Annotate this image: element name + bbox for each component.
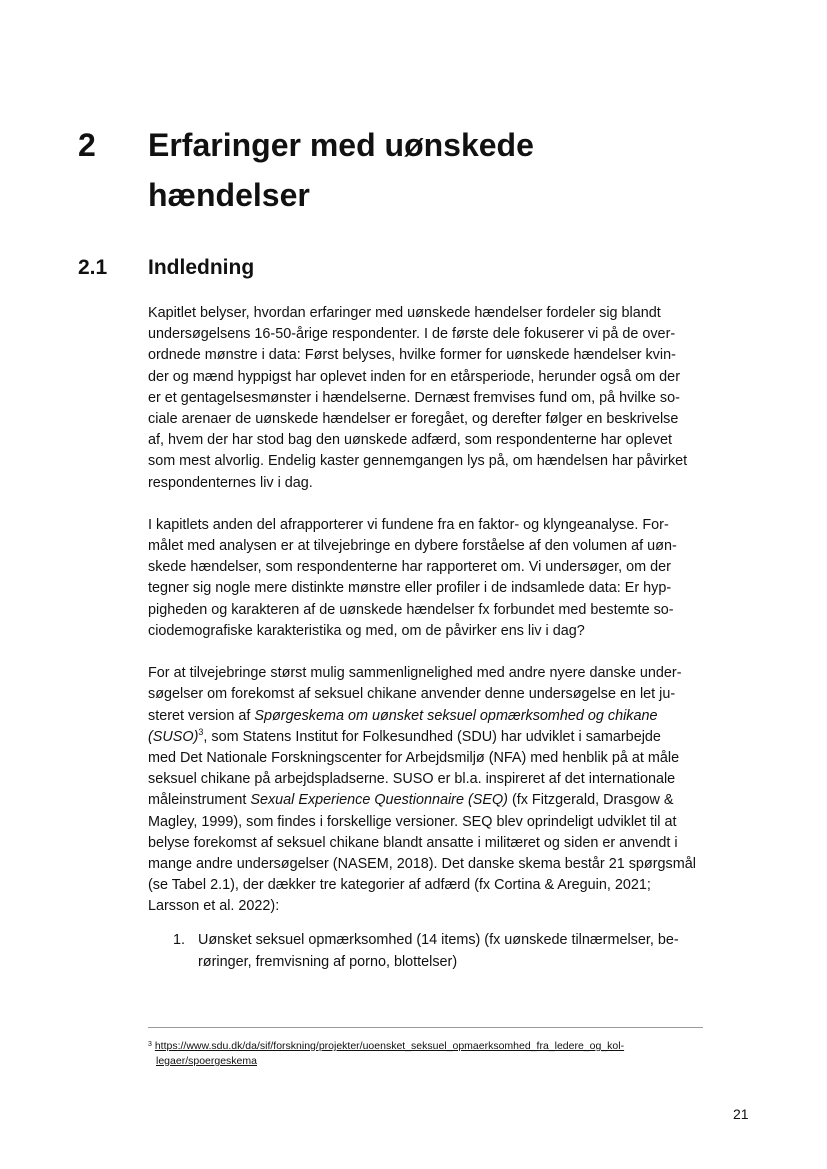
text-line xyxy=(148,706,708,727)
footnote-reference[interactable]: 3 xyxy=(198,726,204,737)
paragraph-2 xyxy=(148,515,708,642)
text-line: belyse forekomst af seksuel chikane blandt ansatte i militæret og siden er anvendt i xyxy=(148,834,678,851)
text-line: seksuel chikane på arbejdspladserne. SUSO er bl.a. inspireret af det internationale xyxy=(148,771,676,788)
text-line: Magley, 1999), som findes i forskellige versioner. SEQ blev oprindeligt udviklet til at xyxy=(148,813,677,830)
paragraph-3 xyxy=(148,663,708,917)
footnote xyxy=(148,1037,708,1069)
text-line: ciodemografiske karakteristika og med, om de påvirker ens liv i dag? xyxy=(148,622,585,639)
text-line: der og mænd hyppigst har oplevet inden for en etårsperiode, herunder også om der xyxy=(148,368,680,385)
chapter-title xyxy=(148,120,708,220)
text-line: ciale arenaer de uønskede hændelser er foregået, og derefter følger en beskrivelse xyxy=(148,410,679,427)
text-line: Kapitlet belyser, hvordan erfaringer med uønskede hændelser fordeler sig blandt xyxy=(148,305,661,321)
paragraph-1 xyxy=(148,303,708,494)
text-line: Uønsket seksuel opmærksomhed (14 items) (fx uønskede tilnærmelser, be- xyxy=(198,932,679,949)
text-line: tegner sig nogle mere distinkte mønstre eller profiler i de indsamlede data: Er hyp- xyxy=(148,580,672,597)
text-line: respondenternes liv i dag. xyxy=(148,474,313,491)
text-line: skede hændelser, som respondenterne har rapporteret om. Vi undersøger, om der xyxy=(148,559,671,576)
section-number: 2.1 xyxy=(78,256,108,279)
questionnaire-abbrev: (SUSO) xyxy=(148,728,199,745)
text-line: søgelser om forekomst af seksuel chikane anvender denne undersøgelse en let ju- xyxy=(148,686,676,703)
text-line: undersøgelsens 16-50-årige respondenter. I de første dele fokuserer vi på de over- xyxy=(148,326,676,343)
list-number: 1. xyxy=(173,932,186,949)
text-run: steret version af xyxy=(148,707,255,724)
chapter-title-line: hændelser xyxy=(148,177,310,213)
text-line: pigheden og karakteren af de uønskede hændelser fx forbundet med bestemte so- xyxy=(148,601,674,618)
footnote-divider xyxy=(148,1027,703,1028)
footnote-link[interactable]: legaer/spoergeskema xyxy=(156,1055,257,1067)
instrument-title: Sexual Experience Questionnaire (SEQ) xyxy=(250,792,508,809)
text-line: Larsson et al. 2022): xyxy=(148,898,280,915)
text-line: ordnede mønstre i data: Først belyses, hvilke former for uønskede hændelser kvin- xyxy=(148,347,676,364)
text-line: som mest alvorlig. Endelig kaster gennemgangen lys på, om hændelsen har påvirket xyxy=(148,453,688,470)
text-run: (fx Fitzgerald, Drasgow & xyxy=(507,792,674,809)
footnote-link[interactable]: https://www.sdu.dk/da/sif/forskning/projekter/uoensket_seksuel_opmaerksomhed_fra_ledere_og_kol- xyxy=(154,1040,625,1052)
text-line xyxy=(148,727,708,748)
text-line: målet med analysen er at tilvejebringe en dybere forståelse af den volumen af uøn- xyxy=(148,538,677,555)
text-line: med Det Nationale Forskningscenter for Arbejdsmiljø (NFA) med henblik på at måle xyxy=(148,749,680,766)
text-line: (se Tabel 2.1), der dækker tre kategorier af adfærd (fx Cortina & Areguin, 2021; xyxy=(148,877,651,894)
footnote-line xyxy=(148,1054,708,1069)
text-run: måleinstrument xyxy=(148,792,251,809)
text-line xyxy=(148,790,708,811)
chapter-title-line: Erfaringer med uønskede xyxy=(148,127,534,163)
text-line: I kapitlets anden del afrapporterer vi fundene fra en faktor- og klyngeanalyse. For- xyxy=(148,516,669,533)
chapter-number: 2 xyxy=(78,127,96,163)
text-line: er et gentagelsesmønster i hændelserne. Dernæst fremvises fund om, på hvilke so- xyxy=(148,389,680,406)
footnote-line xyxy=(148,1037,708,1054)
text-line: røringer, fremvisning af porno, blottelser) xyxy=(198,953,458,970)
text-line: For at tilvejebringe størst mulig sammenlignelighed med andre nyere danske under- xyxy=(148,665,682,682)
text-line: af, hvem der har stod bag den uønskede adfærd, som respondenterne har oplevet xyxy=(148,432,672,449)
page-number: 21 xyxy=(733,1106,749,1122)
text-run: , som Statens Institut for Folkesundhed (SDU) har udviklet i samarbejde xyxy=(203,728,661,745)
questionnaire-title: Spørgeskema om uønsket seksuel opmærksomhed og chikane xyxy=(254,707,658,724)
section-title: Indledning xyxy=(148,256,255,279)
text-line: mange andre undersøgelser (NASEM, 2018). Det danske skema består 21 spørgsmål xyxy=(148,855,696,872)
footnote-mark: 3 xyxy=(148,1041,152,1048)
body-text xyxy=(148,303,708,973)
list-item xyxy=(148,930,708,972)
